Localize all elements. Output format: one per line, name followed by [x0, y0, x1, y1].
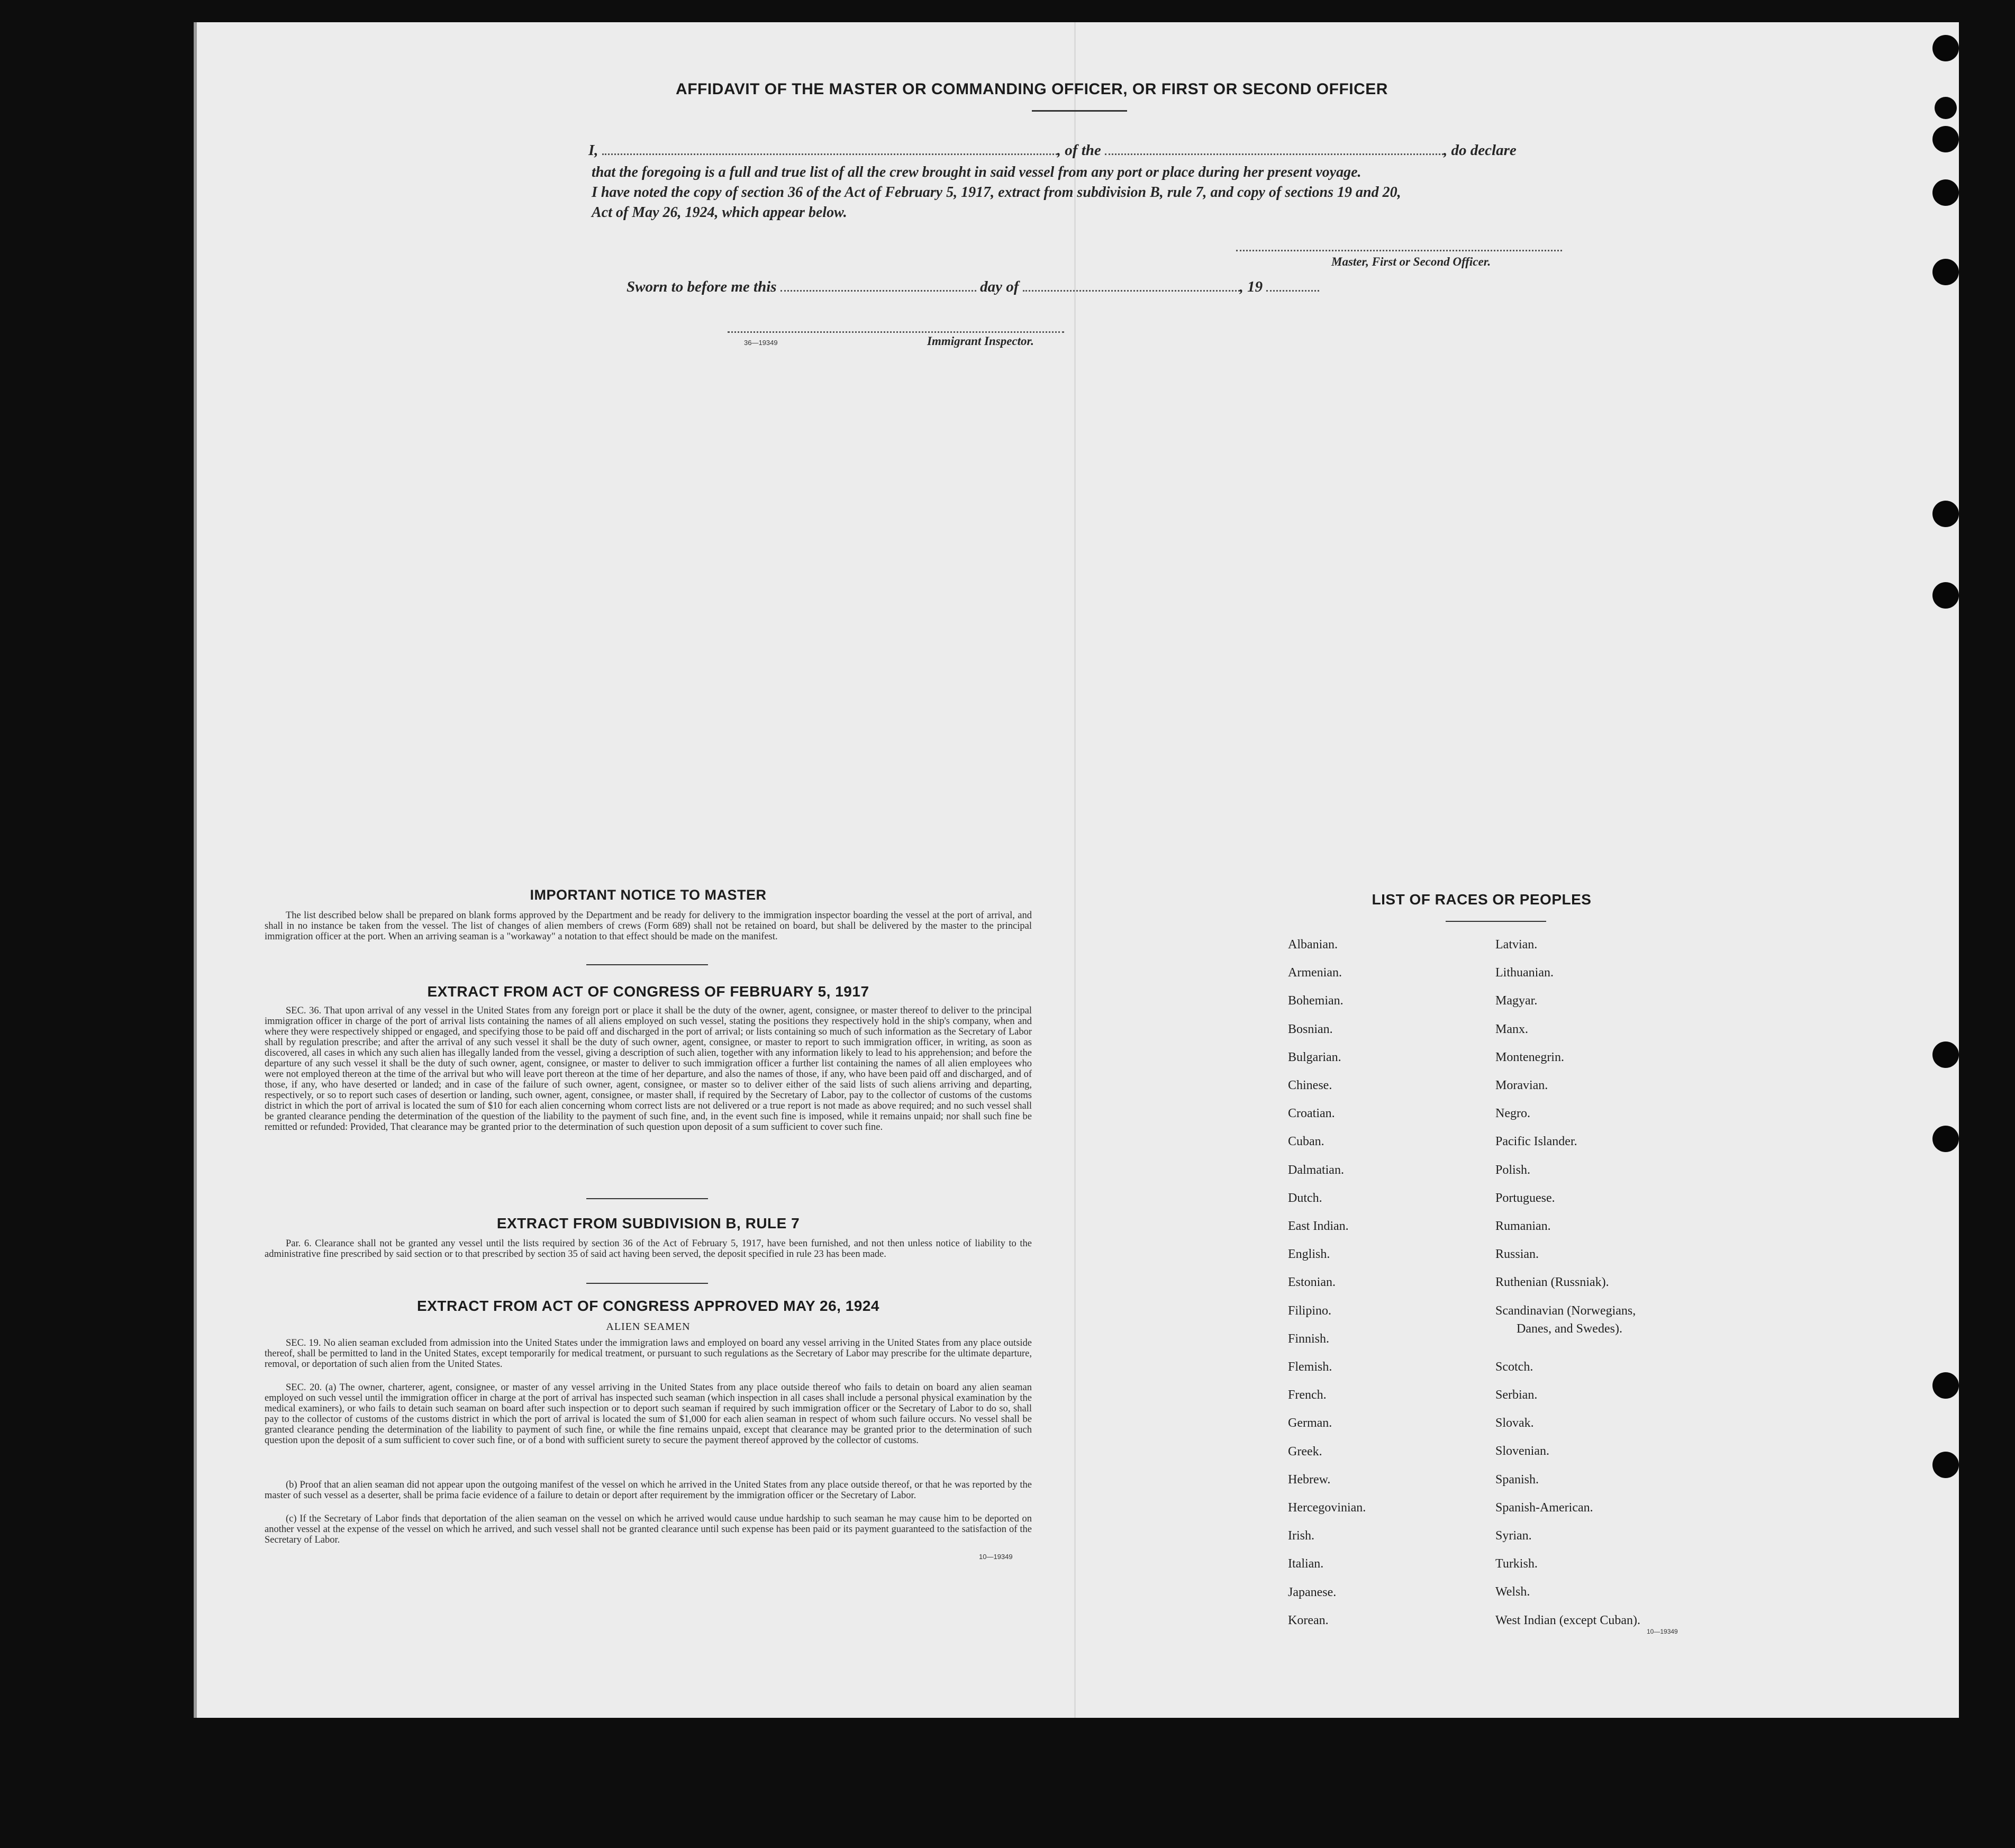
race-item: Bosnian.	[1288, 1022, 1333, 1036]
race-item: Ruthenian (Russniak).	[1495, 1275, 1609, 1290]
binder-hole	[1932, 582, 1959, 609]
declaration-line-3: I have noted the copy of section 36 of the Act of February 5, 1917, extract from subdivision B, rule 7, and copy of sections 19 and 20,	[592, 184, 1401, 201]
sec19-text: SEC. 19. No alien seaman excluded from admission into the United States under the immigration laws and employed on board any vessel arriving in the United States from any place outside thereof, shall be permitted to land in the United States, except temporarily for medical treatment, or pursuant to such regulations as the Secretary of Labor may prescribe for the ultimate departure, removal, or deportation of such alien from the United States.	[265, 1338, 1032, 1370]
subdivision-title: EXTRACT FROM SUBDIVISION B, RULE 7	[496, 1215, 800, 1231]
inspector-label: Immigrant Inspector.	[927, 334, 1034, 348]
race-item: Portuguese.	[1495, 1191, 1555, 1205]
binder-hole	[1932, 179, 1959, 206]
race-item: Serbian.	[1495, 1388, 1538, 1402]
affidavit-form-number: 36—19349	[744, 339, 778, 347]
race-item: Pacific Islander.	[1495, 1135, 1577, 1149]
sworn-month-field[interactable]	[1023, 278, 1240, 292]
declaration-line-4: Act of May 26, 1924, which appear below.	[592, 204, 847, 221]
race-item: Chinese.	[1288, 1079, 1332, 1092]
section-divider	[586, 964, 708, 965]
inspector-signature-field[interactable]	[728, 326, 1064, 333]
race-item: Polish.	[1495, 1163, 1531, 1177]
notice-text: The list described below shall be prepared on blank forms approved by the Department and be ready for delivery to the immigration inspector boarding the vessel at the port of arrival, and shall in no instance be taken from the vessel. The list of changes of alien members of crews (Form 689) shall not be retained on board, but shall be delivered by the master to the principal immigration officer at the port. When an arriving seaman is a "workaway" a notation to that effect should be made on the manifest.	[265, 910, 1032, 942]
binder-hole	[1935, 97, 1957, 119]
race-item: Spanish-American.	[1495, 1500, 1593, 1515]
declaration-line-1	[588, 142, 1517, 159]
race-item: Armenian.	[1288, 966, 1342, 980]
binder-hole	[1932, 1372, 1959, 1399]
extract-form-number: 10—19349	[979, 1553, 1013, 1561]
race-item: Scandinavian (Norwegians,	[1495, 1303, 1636, 1318]
race-item: Spanish.	[1495, 1472, 1539, 1487]
races-title: LIST OF RACES OR PEOPLES	[1372, 891, 1592, 908]
race-item: Cuban.	[1288, 1135, 1324, 1149]
sec20c-text: (c) If the Secretary of Labor finds that deportation of the alien seaman on the vessel on which he arrived would cause undue hardship to such seaman he may cause him to be deported on another vessel at the expense of the vessel on which he arrived, and such vessel shall not be granted clearance until such expense has been paid or its payment guaranteed to the satisfaction of the Secretary of Labor.	[265, 1514, 1032, 1545]
extract-1917-title: EXTRACT FROM ACT OF CONGRESS OF FEBRUARY 5, 1917	[427, 983, 869, 1000]
binder-hole	[1932, 501, 1959, 527]
race-item: Scotch.	[1495, 1360, 1533, 1374]
sec20a-text: SEC. 20. (a) The owner, charterer, agent, consignee, or master of any vessel arriving in the United States from any place outside thereof who fails to detain on board any alien seaman employed on such vessel until the immigration officer in charge at the port of arrival has inspected such seaman (which inspection in all cases shall include a personal physical examination by the medical examiners), or who fails to detain such seaman on board after such inspection or to deport such seaman if required by such immigration officer or the Secretary of Labor to do so, shall pay to the collector of customs of the customs district in which the port of arrival is located the sum of $1,000 for each alien seaman in respect of whom such failure occurs. No vessel shall be granted clearance pending the determination of the liability to payment of such fine, or while the fine remains unpaid, except that clearance may be granted prior to the determination of such question upon the deposit of a sum sufficient to cover such fine, or of a bond with sufficient surety to secure the payment thereof approved by the collector of customs.	[265, 1382, 1032, 1446]
race-item: German.	[1288, 1416, 1332, 1430]
binder-hole	[1932, 1041, 1959, 1068]
race-item: Flemish.	[1288, 1360, 1332, 1374]
binder-hole	[1932, 1452, 1959, 1478]
officer-name-field[interactable]	[602, 142, 1057, 155]
race-item: Welsh.	[1495, 1585, 1530, 1599]
race-item: French.	[1288, 1388, 1327, 1402]
binder-hole	[1932, 1126, 1959, 1152]
affidavit-title: AFFIDAVIT OF THE MASTER OR COMMANDING OFFICER, OR FIRST OR SECOND OFFICER	[676, 80, 1388, 98]
race-item: Slovenian.	[1495, 1444, 1549, 1459]
i-label: I,	[588, 142, 598, 159]
binder-hole	[1932, 259, 1959, 285]
race-item: Bulgarian.	[1288, 1050, 1341, 1064]
race-item: Croatian.	[1288, 1107, 1335, 1121]
race-item: Irish.	[1288, 1529, 1314, 1543]
race-item: Syrian.	[1495, 1529, 1532, 1543]
sworn-line	[627, 278, 1319, 296]
race-item: Greek.	[1288, 1444, 1322, 1459]
binder-hole	[1932, 126, 1959, 152]
section-divider	[586, 1283, 708, 1284]
race-item: Russian.	[1495, 1247, 1539, 1262]
year-label: , 19	[1239, 278, 1263, 295]
race-item: East Indian.	[1288, 1219, 1349, 1233]
sec20b-text: (b) Proof that an alien seaman did not appear upon the outgoing manifest of the vessel on which he arrived in the United States from any place outside thereof, or that he was reported by the master of such vessel as a deserter, shall be prima facie evidence of a failure to detain or deport after requirement by the immigration officer or the Secretary of Labor.	[265, 1480, 1032, 1501]
race-item: Hercegovinian.	[1288, 1501, 1366, 1515]
document-sheet	[194, 22, 1959, 1718]
alien-seamen-subtitle: ALIEN SEAMEN	[606, 1321, 691, 1333]
races-title-underline	[1446, 921, 1546, 922]
race-item: English.	[1288, 1247, 1330, 1262]
binder-hole	[1932, 35, 1959, 61]
race-item: Dalmatian.	[1288, 1163, 1344, 1177]
race-item: Turkish.	[1495, 1557, 1538, 1571]
vessel-name-field[interactable]	[1105, 142, 1444, 155]
race-item: Rumanian.	[1495, 1219, 1551, 1233]
race-item: Lithuanian.	[1495, 966, 1554, 980]
day-of-label: day of	[980, 278, 1019, 295]
page-fold-line	[1074, 22, 1076, 1718]
race-item: Bohemian.	[1288, 994, 1344, 1008]
race-item: Moravian.	[1495, 1079, 1548, 1092]
extract-1924-title: EXTRACT FROM ACT OF CONGRESS APPROVED MAY 26, 1924	[417, 1298, 879, 1314]
do-declare-label: , do declare	[1444, 142, 1517, 159]
race-item: Estonian.	[1288, 1275, 1336, 1290]
race-item: Japanese.	[1288, 1585, 1337, 1599]
sworn-year-field[interactable]	[1266, 278, 1319, 292]
section-divider	[586, 1198, 708, 1199]
race-item: Dutch.	[1288, 1191, 1322, 1205]
race-item: Danes, and Swedes).	[1517, 1321, 1622, 1336]
race-item: Finnish.	[1288, 1331, 1330, 1346]
of-the-label: , of the	[1057, 142, 1101, 159]
race-item: Slovak.	[1495, 1416, 1534, 1430]
race-item: Montenegrin.	[1495, 1050, 1564, 1064]
sworn-day-field[interactable]	[780, 278, 976, 292]
master-signature-label: Master, First or Second Officer.	[1331, 255, 1491, 268]
races-form-number: 10—19349	[1647, 1628, 1678, 1635]
race-item: Albanian.	[1288, 938, 1338, 952]
race-item: West Indian (except Cuban).	[1495, 1613, 1640, 1627]
race-item: Italian.	[1288, 1557, 1324, 1571]
race-item: Korean.	[1288, 1613, 1329, 1627]
race-item: Negro.	[1495, 1107, 1530, 1121]
title-underline	[1032, 110, 1127, 112]
master-signature-field[interactable]	[1236, 241, 1562, 251]
race-item: Magyar.	[1495, 994, 1538, 1008]
race-item: Filipino.	[1288, 1303, 1332, 1318]
notice-title: IMPORTANT NOTICE TO MASTER	[530, 887, 767, 903]
declaration-line-2: that the foregoing is a full and true list of all the crew brought in said vessel from any port or place during her present voyage.	[592, 164, 1362, 180]
extract-1917-text: SEC. 36. That upon arrival of any vessel in the United States from any foreign port or place it shall be the duty of the owner, agent, consignee, or master thereof to deliver to the principal immigration officer in charge of the port of arrival lists containing the names of all aliens employed on such vessel, stating the positions they respectively hold in the ship's company, when and where they were respectively shipped or engaged, and specifying those to be paid off and discharged in the port of arrival; or lists containing so much of such information as the Secretary of Labor shall by regulation prescribe; and after the arrival of any such vessel it shall be the duty of such owner, agent, consignee, or master to report to such immigration officer, in writing, as soon as discovered, all cases in which any such alien has illegally landed from the vessel, giving a description of such alien, together with any information likely to lead to his apprehension; and before the departure of any such vessel it shall be the duty of such owner, agent, consignee, or master to deliver to such immigration officer a further list containing the names of all alien employees who were not employed thereon at the time of the arrival but who will leave port thereon at the time of her departure, and also the names of those, if any, who have been paid off and discharged, and of those, if any, who have deserted or landed; and in case of the failure of such owner, agent, consignee, or master so to deliver either of the said lists of such aliens arriving and departing, respectively, or so to report such cases of desertion or landing, such owner, agent, consignee, or master shall, if required by the Secretary of Labor, pay to the collector of customs of the customs district in which the port of arrival is located the sum of $10 for each alien concerning whom correct lists are not delivered or a true report is not made as above required; and no such vessel shall be granted clearance pending the determination of the question of the liability to the payment of such fine, and, in the event such fine is imposed, while it remains unpaid; nor shall such fine be remitted or refunded: Provided, That clearance may be granted prior to the determination of such question upon deposit of a sum sufficient to cover such fine.	[265, 1005, 1032, 1133]
subdivision-text: Par. 6. Clearance shall not be granted any vessel until the lists required by section 36 of the Act of February 5, 1917, have been furnished, and not then unless notice of liability to the administrative fine prescribed by said section or to that prescribed by section 35 of said act having been served, the deposit specified in rule 23 has been made.	[265, 1238, 1032, 1260]
race-item: Manx.	[1495, 1022, 1528, 1036]
sworn-label: Sworn to before me this	[627, 278, 777, 295]
race-item: Latvian.	[1495, 938, 1538, 952]
race-item: Hebrew.	[1288, 1472, 1331, 1487]
